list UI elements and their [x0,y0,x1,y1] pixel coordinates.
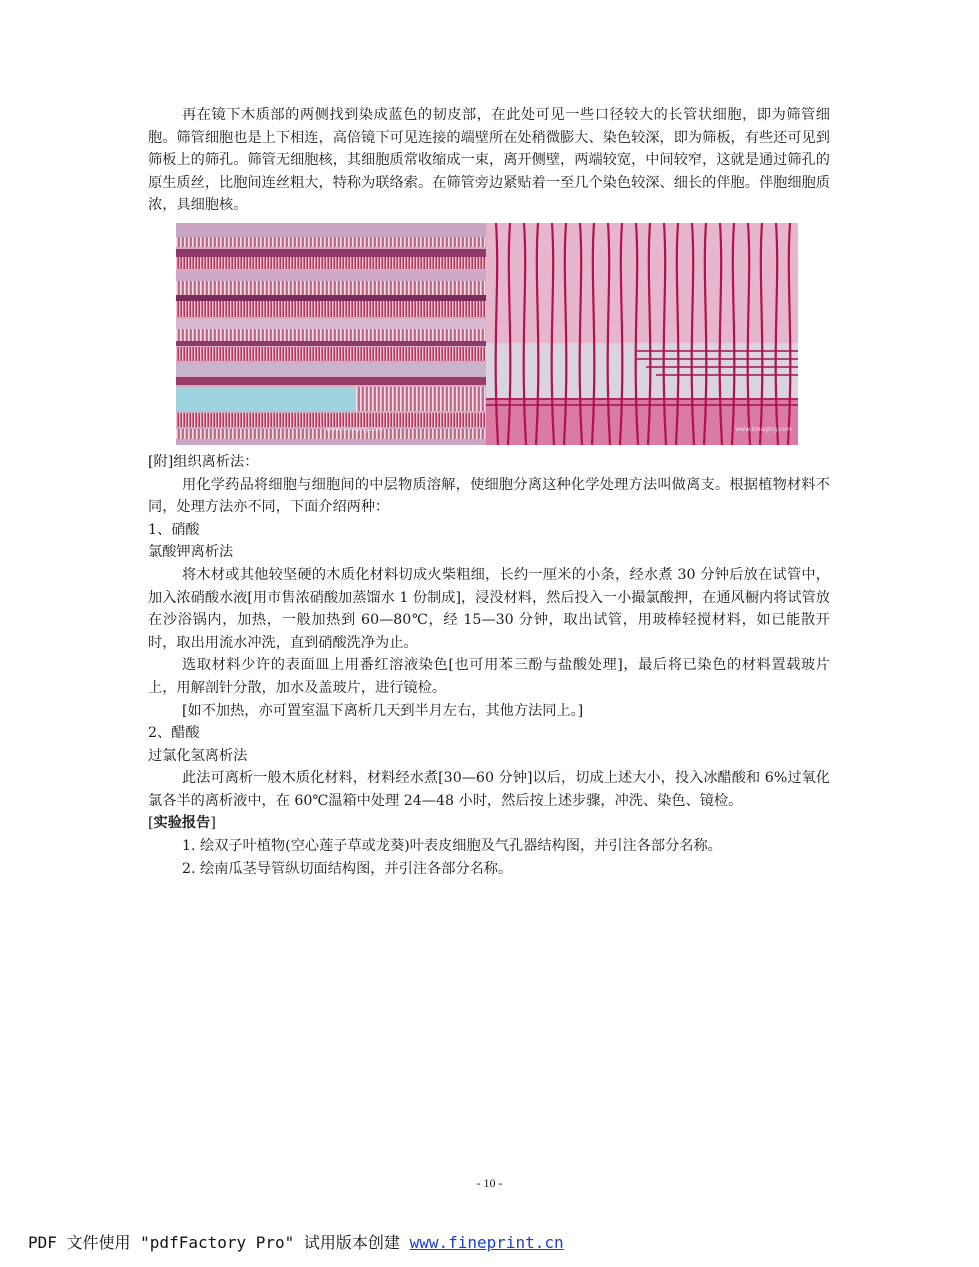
method1-paragraph-3: [如不加热，亦可置室温下离析几天到半月左右，其他方法同上。] [182,702,584,719]
footer-link[interactable]: www.fineprint.cn [409,1233,564,1252]
paragraph-phloem: 再在镜下木质部的两侧找到染成蓝色的韧皮部，在此处可见一些口径较大的长管状细胞，即为筛管细胞。筛管细胞也是上下相连，高倍镜下可见连接的端壁所在处稍微膨大、染色较深，即为筛板，有些还可见到筛板上的筛孔。筛管无细胞核，其细胞质常收缩成一束，离开侧壁，两端较宽，中间较窄，这就是通过筛孔的原生质丝，比胞间连丝粗大，特称为联络索。在筛管旁边紧贴着一至几个染色较深、细长的伴胞。伴胞细胞质浓，具细胞核。 [148,107,830,214]
footer-text: PDF 文件使用 "pdfFactory Pro" 试用版本创建 [28,1233,410,1252]
method2-title: 2、醋酸 [148,725,200,742]
method2-subtitle: 过氯化氢离析法 [148,747,248,764]
report-item-2: 2. 绘南瓜茎导管纵切面结构图，并引注各部分名称。 [182,860,513,877]
method2-paragraph-1: 此法可离析一般木质化材料，材料经水煮[30—60 分钟]以后，切成上述大小，投入冰醋酸和 6%过氧化氯各半的离析液中，在 60℃温箱中处理 24—48 小时，然后按上述步骤，冲洗、染色、镜检。 [148,770,830,809]
method1-paragraph-1: 将木材或其他较坚硬的木质化材料切成火柴粗细，长约一厘米的小条，经水煮 30 分钟后放在试管中，加入浓硝酸水液[用市售浓硝酸加蒸馏水 1 份制成]，浸没材料，然后投入一小撮氯酸押，在通风橱内将试管放在沙浴锅内，加热，一般加热到 60—80℃，经 15—30 分钟，取出试管，用玻棒轻搅材料，如已能散开时，取出用流水冲洗，直到硝酸洗净为止。 [148,566,830,651]
report-open-bracket: [ [148,815,154,832]
micrograph-stem-section [486,223,798,445]
report-heading [148,812,830,835]
document-body [148,104,830,880]
method1-paragraph-2: 选取材料少许的表面皿上用番红溶液染色[也可用苯三酚与盐酸处理]，最后将已染色的材料置载玻片上，用解剖针分散，加水及盖玻片，进行镜检。 [148,657,830,696]
report-title: 实验报告 [153,815,211,832]
appendix-intro: 用化学药品将细胞与细胞间的中层物质溶解，使细胞分离这种化学处理方法叫做离支。根据植物材料不同，处理方法亦不同，下面介绍两种： [148,476,830,516]
watermark-right: www.iimaging.com [735,426,792,434]
page-number: - 10 - [476,1176,503,1190]
pdf-footer [28,1230,564,1253]
micrograph-figure [176,223,802,445]
report-item-1: 1. 绘双子叶植物(空心莲子草或龙葵)叶表皮细胞及气孔器结构图，并引注各部分名称。 [182,838,722,855]
watermark-left: www.iimaging.com [326,426,383,434]
appendix-title: [附]组织离析法： [148,453,259,470]
method1-subtitle: 氯酸钾离析法 [148,544,234,561]
report-close-bracket: ] [210,815,216,832]
method1-title: 1、硝酸 [148,521,200,538]
micrograph-longitudinal-vessels [176,223,486,445]
